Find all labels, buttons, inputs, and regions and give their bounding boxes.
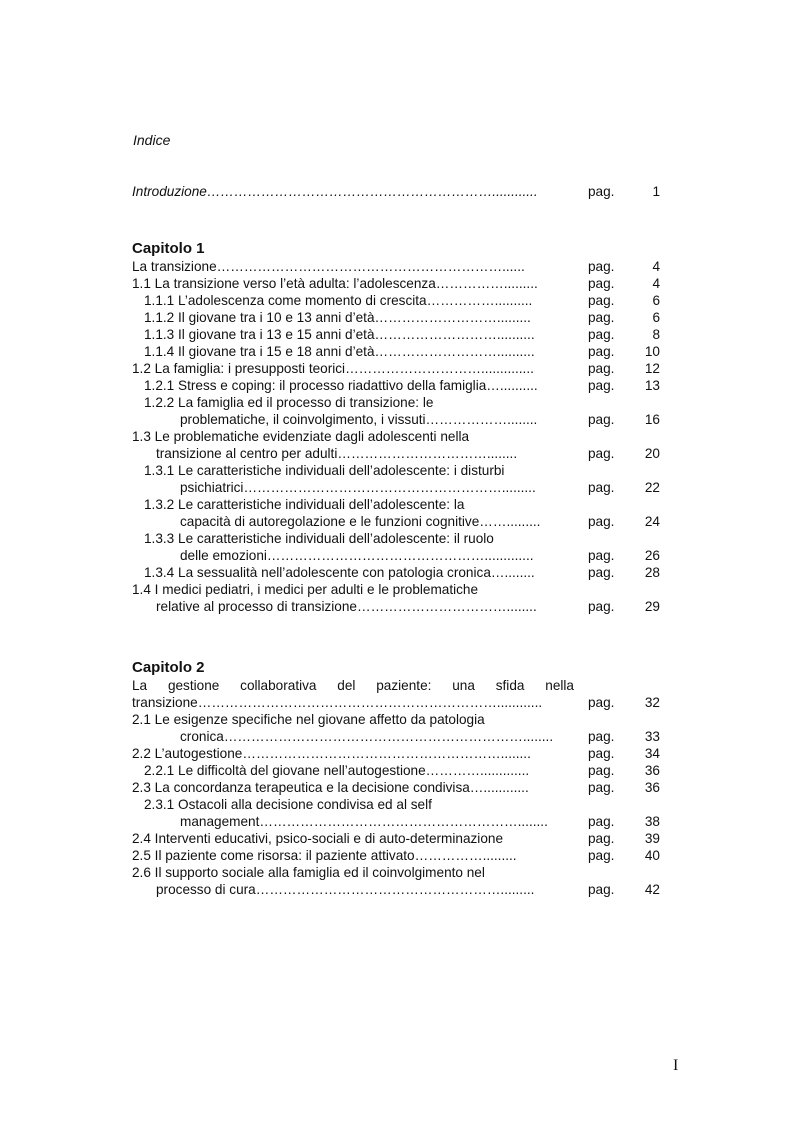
- toc-pag-label: pag.: [588, 729, 615, 744]
- toc-entry: [132, 564, 662, 581]
- justified-word: del: [337, 678, 356, 693]
- toc-entry: [132, 813, 662, 830]
- toc-entry: [132, 830, 662, 847]
- toc-pag-label: pag.: [588, 565, 615, 580]
- toc-entry-text: 2.4 Interventi educativi, psico-sociali e di auto-determinazione: [132, 831, 504, 846]
- toc-pag-label: pag.: [588, 695, 615, 710]
- toc-pag-label: pag.: [588, 378, 615, 393]
- toc-entry-text: 1.1 La transizione verso l’età adulta: l’adolescenza…………….........: [132, 276, 538, 291]
- toc-page-number: 1: [652, 184, 660, 199]
- toc-pag-label: pag.: [588, 293, 615, 308]
- toc-entry: [132, 275, 662, 292]
- toc-entry-text: problematiche, il coinvolgimento, i vissuti………………........: [180, 412, 538, 427]
- toc-entry-text: transizione…………………………………………………………............: [132, 695, 543, 710]
- toc-page-number: 36: [644, 763, 660, 778]
- justified-word: La: [132, 678, 148, 693]
- justified-word: collaborativa: [240, 678, 317, 693]
- justified-word: gestione: [167, 678, 220, 693]
- toc-page-number: 6: [652, 310, 660, 325]
- toc-entry-text: 1.2 La famiglia: i presupposti teorici…………………………..............: [132, 361, 534, 376]
- toc-entry-text: processo di cura……………………………………………….........: [156, 882, 535, 897]
- toc-page-number: 33: [644, 729, 660, 744]
- index-title: Indice: [133, 132, 171, 148]
- toc-entry-text: 1.1.1 L’adolescenza come momento di crescita……………..........: [144, 293, 533, 308]
- toc-entry-text: psichiatrici………………………………………………….........: [180, 480, 536, 495]
- toc-entry: [132, 462, 662, 479]
- toc-entry: [132, 847, 662, 864]
- toc-entry: [132, 326, 662, 343]
- toc-pag-label: pag.: [588, 446, 615, 461]
- toc-entry: [132, 745, 662, 762]
- toc-page-number: 36: [644, 780, 660, 795]
- toc-entry-text: 2.6 Il supporto sociale alla famiglia ed il coinvolgimento nel: [132, 865, 485, 880]
- chapter-heading: Capitolo 1: [132, 240, 205, 257]
- toc-entry-text: 2.1 Le esigenze specifiche nel giovane affetto da patologia: [132, 712, 485, 727]
- toc-entry-text: cronica…………………………………………………………........: [180, 729, 554, 744]
- toc-chapter-2: [132, 659, 662, 898]
- toc-page-number: 24: [644, 514, 660, 529]
- toc-pag-label: pag.: [588, 548, 615, 563]
- toc-entry-text: 1.1.2 Il giovane tra i 10 e 13 anni d’età……………………….........: [144, 310, 531, 325]
- toc-entry-text: 1.3.3 Le caratteristiche individuali dell’adolescente: il ruolo: [144, 531, 494, 546]
- toc-entry: [132, 292, 662, 309]
- toc-page-number: 20: [644, 446, 660, 461]
- toc-entry: [132, 445, 662, 462]
- toc-entry-text: management…………………………………………………........: [180, 814, 548, 829]
- toc-entry: [132, 762, 662, 779]
- toc-entry-text: La transizione………………………………………………………......: [132, 259, 525, 274]
- toc-entry: [132, 694, 662, 711]
- toc-entry: [132, 258, 662, 275]
- toc-introduction: [132, 183, 662, 200]
- toc-page-number: 28: [644, 565, 660, 580]
- toc-entry-text: delle emozioni………………………………………….............: [180, 548, 534, 563]
- toc-pag-label: pag.: [588, 599, 615, 614]
- toc-page-number: 16: [644, 412, 660, 427]
- toc-chapter-1: [132, 240, 662, 615]
- toc-entry-text: 2.2 L’autogestione…………………………………………………........: [132, 746, 531, 761]
- toc-entry-text: [132, 677, 574, 694]
- toc-page-number: 8: [652, 327, 660, 342]
- toc-entry: [132, 428, 662, 445]
- toc-entry: [132, 677, 662, 694]
- toc-pag-label: pag.: [588, 831, 615, 846]
- toc-page-number: 4: [652, 259, 660, 274]
- toc-pag-label: pag.: [588, 327, 615, 342]
- toc-entry-text: 1.1.4 Il giovane tra i 15 e 18 anni d’età………………………..........: [144, 344, 535, 359]
- page-number: I: [673, 1057, 679, 1074]
- justified-word: una: [452, 678, 475, 693]
- toc-entry: [132, 343, 662, 360]
- toc-entry-text: 1.2.1 Stress e coping: il processo riadattivo della famiglia…..........: [144, 378, 538, 393]
- toc-entry-text: relative al processo di transizione……………………………........: [156, 599, 537, 614]
- toc-pag-label: pag.: [588, 763, 615, 778]
- toc-entry: [132, 530, 662, 547]
- toc-entry-text: 1.3 Le problematiche evidenziate dagli adolescenti nella: [132, 429, 470, 444]
- toc-pag-label: pag.: [588, 882, 615, 897]
- toc-pag-label: pag.: [588, 184, 615, 199]
- toc-page-number: 22: [644, 480, 660, 495]
- toc-entry: [132, 547, 662, 564]
- toc-entry-text: 2.3 La concordanza terapeutica e la decisione condivisa…............: [132, 780, 529, 795]
- toc-entry: [132, 411, 662, 428]
- toc-page-number: 29: [644, 599, 660, 614]
- toc-entry: [132, 864, 662, 881]
- toc-pag-label: pag.: [588, 746, 615, 761]
- chapter-heading: Capitolo 2: [132, 659, 205, 676]
- toc-entry: [132, 598, 662, 615]
- toc-entry-text: capacità di autoregolazione e le funzioni cognitive…….........: [180, 514, 541, 529]
- toc-page-number: 10: [644, 344, 660, 359]
- toc-pag-label: pag.: [588, 259, 615, 274]
- toc-entry-text: 1.1.3 Il giovane tra i 13 e 15 anni d’età………………………..........: [144, 327, 535, 342]
- toc-pag-label: pag.: [588, 276, 615, 291]
- toc-pag-label: pag.: [588, 848, 615, 863]
- toc-page-number: 6: [652, 293, 660, 308]
- justified-word: paziente:: [376, 678, 432, 693]
- toc-pag-label: pag.: [588, 780, 615, 795]
- toc-entry-text: transizione al centro per adulti……………………………........: [156, 446, 518, 461]
- toc-page-number: 4: [652, 276, 660, 291]
- toc-page-number: 42: [644, 882, 660, 897]
- justified-word: nella: [545, 678, 574, 693]
- toc-entry: [132, 377, 662, 394]
- toc-entry: [132, 496, 662, 513]
- toc-entry-text: 1.3.2 Le caratteristiche individuali dell’adolescente: la: [144, 497, 465, 512]
- justified-word: sfida: [495, 678, 525, 693]
- toc-entry: [132, 513, 662, 530]
- toc-pag-label: pag.: [588, 514, 615, 529]
- toc-page-number: 38: [644, 814, 660, 829]
- toc-entry: [132, 796, 662, 813]
- toc-pag-label: pag.: [588, 412, 615, 427]
- toc-page-number: 32: [644, 695, 660, 710]
- toc-entry: [132, 183, 662, 200]
- toc-entry: [132, 779, 662, 796]
- toc-pag-label: pag.: [588, 310, 615, 325]
- toc-entry: [132, 479, 662, 496]
- toc-entry: [132, 881, 662, 898]
- toc-entry-text: 2.5 Il paziente come risorsa: il paziente attivato…………….........: [132, 848, 517, 863]
- toc-pag-label: pag.: [588, 344, 615, 359]
- toc-entry: [132, 728, 662, 745]
- toc-pag-label: pag.: [588, 814, 615, 829]
- toc-page-number: 13: [644, 378, 660, 393]
- toc-entry-text: 2.3.1 Ostacoli alla decisione condivisa ed al self: [144, 797, 432, 812]
- toc-page-number: 26: [644, 548, 660, 563]
- toc-entry-text: 1.3.1 Le caratteristiche individuali dell’adolescente: i disturbi: [144, 463, 505, 478]
- toc-entry: [132, 711, 662, 728]
- toc-entry-text: 1.3.4 La sessualità nell’adolescente con patologia cronica…........: [144, 565, 535, 580]
- toc-page-number: 39: [644, 831, 660, 846]
- toc-entry: [132, 394, 662, 411]
- toc-entry-text: 1.2.2 La famiglia ed il processo di transizione: le: [144, 395, 434, 410]
- toc-entry: [132, 360, 662, 377]
- toc-page-number: 34: [644, 746, 660, 761]
- toc-entry-text: 2.2.1 Le difficoltà del giovane nell’autogestione………….............: [144, 763, 530, 778]
- toc-page-number: 40: [644, 848, 660, 863]
- toc-entry: [132, 309, 662, 326]
- toc-pag-label: pag.: [588, 480, 615, 495]
- toc-pag-label: pag.: [588, 361, 615, 376]
- toc-entry-text: Introduzione………………………………………………………............: [132, 184, 538, 199]
- toc-entry: [132, 581, 662, 598]
- toc-page-number: 12: [644, 361, 660, 376]
- toc-entry-text: 1.4 I medici pediatri, i medici per adulti e le problematiche: [132, 582, 479, 597]
